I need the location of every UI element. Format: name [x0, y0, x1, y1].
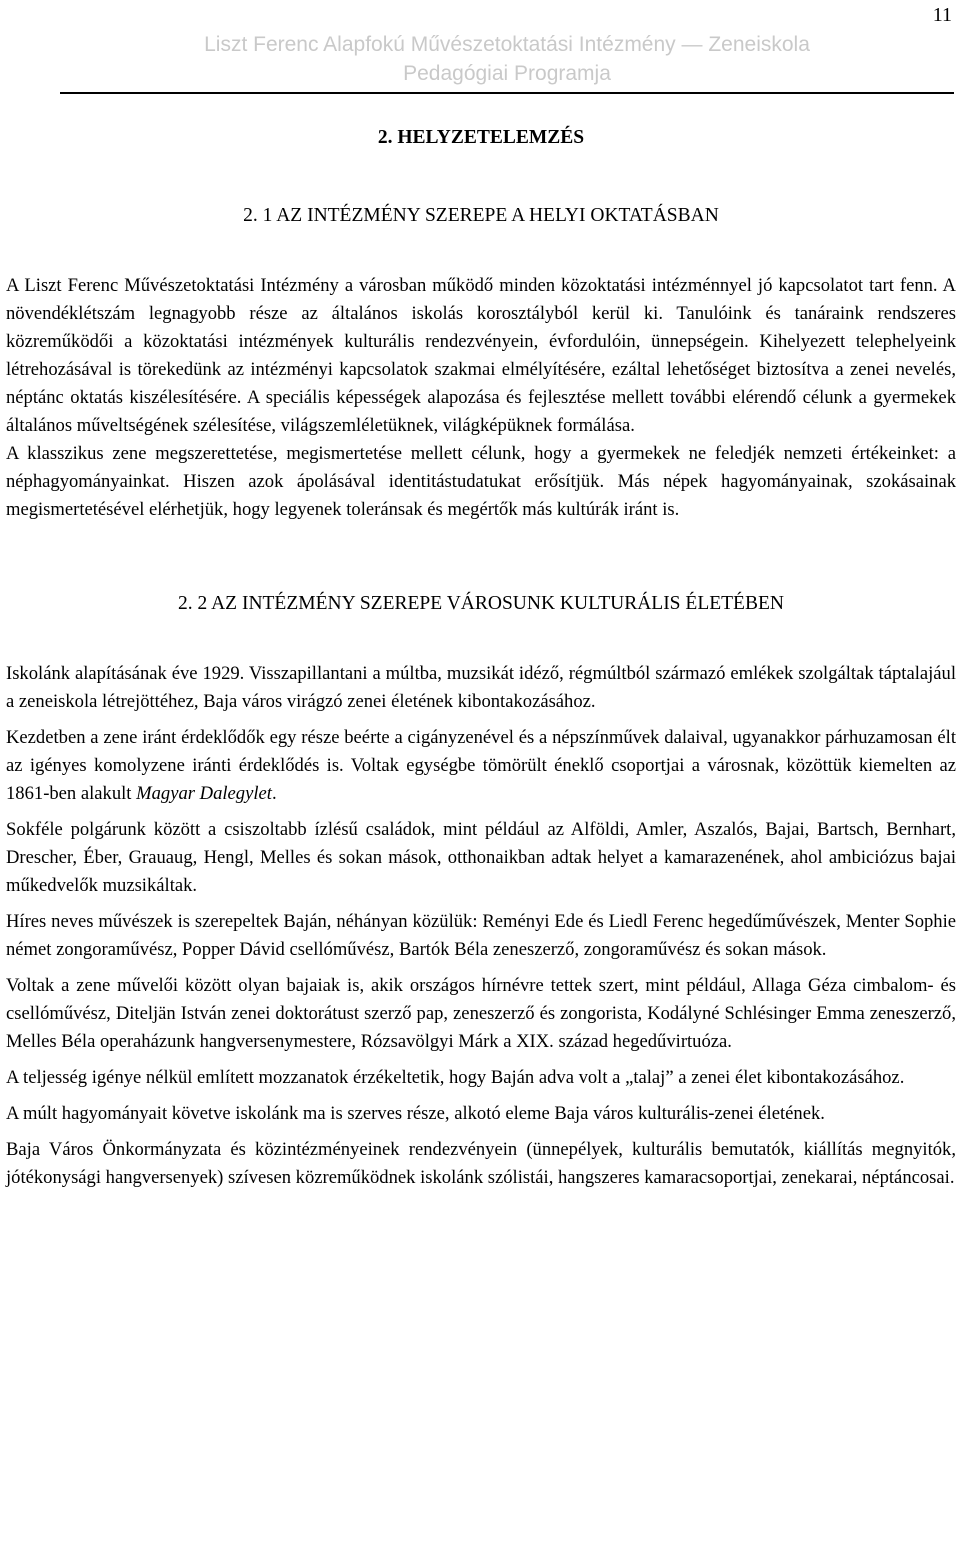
chapter-title: 2. HELYZETELEMZÉS — [377, 127, 585, 148]
section-2-paragraph-6: A teljesség igénye nélkül említett mozzanatok érzékeltetik, hogy Baján adva volt a „talaj” a zenei élet kibontakozásához. — [6, 1067, 905, 1088]
section-1-title: 2. 1 AZ INTÉZMÉNY SZEREPE A HELYI OKTATÁSBAN — [243, 205, 719, 226]
running-header-line-1: Liszt Ferenc Alapfokú Művészetoktatási Intézmény — Zeneiskola — [204, 33, 810, 56]
section-1-paragraph-2: A klasszikus zene megszerettetése, megismertetése mellett célunk, hogy a gyermekek ne feledjék nemzeti értékeinket: a néphagyományainkat. Hiszen azok ápolásával identitástudatukat erősítjük. Más népek hagyományainak, szokásainak megismertetésével elérhetjük, hogy legyenek toleránsak és megértők más kultúrák iránt is. — [6, 443, 956, 520]
section-2-paragraph-7: A múlt hagyományait követve iskolánk ma is szerves része, alkotó eleme Baja város kulturális-zenei életének. — [6, 1103, 825, 1124]
section-2-paragraph-8: Baja Város Önkormányzata és közintézményeinek rendezvényein (ünnepélyek, kulturális bemutatók, kiállítás megnyitók, jótékonysági hangversenyek) szívesen közreműködnek iskolánk szólistái, hangszeres kamaracsoportjai, zenekarai, néptáncosai. — [6, 1139, 956, 1188]
paragraph-text: Kezdetben a zene iránt érdeklődők egy része beérte a cigányzenével és a népszínművek dalaival, ugyanakkor párhuzamosan élt az igényes komolyzene iránti érdeklődés is. Voltak egységbe tömörült éneklő csoportjai a városnak, közöttük kiemelten az 1861-ben alakult — [6, 727, 956, 804]
section-2-paragraph-2 — [6, 724, 956, 808]
section-2-paragraph-5: Voltak a zene művelői között olyan bajaiak is, akik országos hírnévre tettek szert, mint például, Allaga Géza cimbalom- és csellóművész, Diteljän István zenei doktorátust szerző pap, zeneszerző és zongorista, Kodályné Schlésinger Emma zeneszerző, Melles Béla operaházunk hangversenymestere, Rózsavölgyi Márk a XIX. század hegedűvirtuóza. — [6, 975, 956, 1052]
section-2-title: 2. 2 AZ INTÉZMÉNY SZEREPE VÁROSUNK KULTURÁLIS ÉLETÉBEN — [178, 593, 784, 614]
italic-society-name: Magyar Dalegylet — [136, 783, 272, 804]
page-number: 11 — [932, 4, 952, 26]
section-2-paragraph-4: Híres neves művészek is szerepeltek Baján, néhányan közülük: Reményi Ede és Liedl Ferenc hegedűművészek, Menter Sophie német zongoraművész, Popper Dávid csellóművész, Bartók Béla zeneszerző, zongoraművész és sokan mások. — [6, 911, 956, 960]
paragraph-end: . — [271, 783, 277, 804]
running-header — [60, 30, 954, 94]
section-2-paragraph-3: Sokféle polgárunk között a csiszoltabb ízlésű családok, mint például az Alföldi, Amler, Aszalós, Bajai, Bartsch, Bernhart, Drescher, Éber, Grauaug, Hengl, Melles és sokan mások, otthonaikban adtak helyet a kamarazenének, ahol ambiciózus bajai műkedvelők muzsikáltak. — [6, 819, 956, 896]
section-1-paragraph-1: A Liszt Ferenc Művészetoktatási Intézmény a városban működő minden közoktatási intézménnyel jó kapcsolatot tart fenn. A növendéklétszám legnagyobb része az általános iskolás korosztályból kerül ki. Tanulóink és tanáraink rendszeres közreműködői a közoktatási intézmények kulturális rendezvényein, évfordulóin, ünnepségein. Kihelyezett telephelyeink létrehozásával is törekedünk az intézményi kapcsolatok szakmai elmélyítésére, ezáltal lehetőséget biztosítva a zenei nevelés, néptánc oktatás kiszélesítésére. A speciális képességek alapozása és fejlesztése mellett további elérendő célunk a gyermekek általános műveltségének szélesítése, világszemléletüknek, világképüknek formálása. — [6, 275, 956, 436]
running-header-line-2: Pedagógiai Programja — [403, 62, 611, 85]
document-body — [6, 116, 956, 1192]
section-2-paragraph-1: Iskolánk alapításának éve 1929. Visszapillantani a múltba, muzsikát idéző, régmúltból származó emlékek szolgáltak táptalajául a zeneiskola létrejöttéhez, Baja város virágzó zenei életének kibontakozásához. — [6, 663, 956, 712]
